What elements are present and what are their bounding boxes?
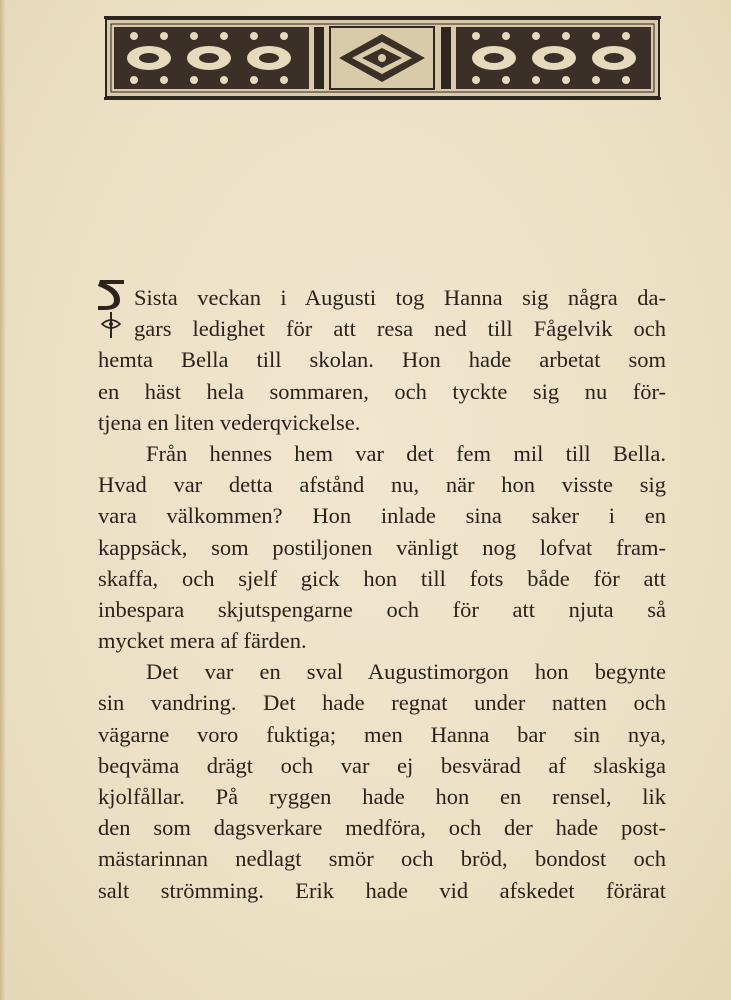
text-line: Från hennes hem var det fem mil till Bella. <box>146 440 666 466</box>
text-line: vara välkommen? Hon inlade sina saker i en <box>98 503 666 529</box>
text-line: hemta Bella till skolan. Hon hade arbetat som <box>98 347 666 373</box>
text-line: kappsäck, som postiljonen vänligt nog lofvat fram- <box>98 534 666 560</box>
text-line: mästarinnan nedlagt smör och bröd, bondost och <box>98 846 666 872</box>
text-line: beqväma drägt och var ej besvärad af slaskiga <box>98 752 666 778</box>
text-line: en häst hela sommaren, och tyckte sig nu för- <box>98 378 666 404</box>
text-line: tjena en liten vederqvickelse. <box>98 409 361 435</box>
text-line: salt strömming. Erik hade vid afskedet förärat <box>98 877 666 903</box>
text-line: mycket mera af färden. <box>98 628 307 654</box>
paragraph-2 <box>98 438 666 656</box>
paragraph-1 <box>98 282 666 438</box>
text-line: gars ledighet för att resa ned till Fågelvik och <box>134 316 666 342</box>
text-line: Sista veckan i Augusti tog Hanna sig några da- <box>134 285 666 310</box>
text-line: Hvad var detta afstånd nu, när hon visste sig <box>98 472 666 498</box>
page-edge <box>0 0 6 1000</box>
text-line: skaffa, och sjelf gick hon till fots både för att <box>98 565 666 591</box>
text-line: vägarne voro fuktiga; men Hanna bar sin nya, <box>98 721 666 747</box>
text-line: den som dagsverkare medföra, och der hade post- <box>98 815 666 841</box>
body-text <box>98 282 666 906</box>
text-line: kjolfållar. På ryggen hade hon en rensel, lik <box>98 784 666 809</box>
dropcap-s-ornament <box>94 276 128 340</box>
text-line: sin vandring. Det hade regnat under natten och <box>98 690 666 716</box>
paragraph-3 <box>98 656 666 906</box>
text-line: inbespara skjutspengarne och för att njuta så <box>98 596 666 622</box>
header-ornament <box>104 16 661 100</box>
text-line: Det var en sval Augustimorgon hon begynte <box>146 659 666 685</box>
